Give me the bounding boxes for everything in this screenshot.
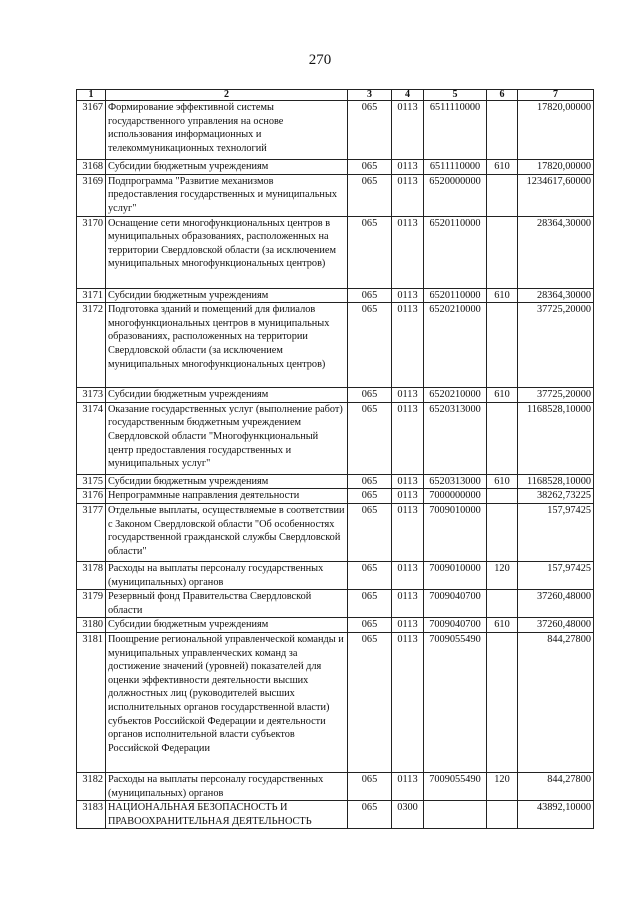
target-article-cell: 6520210000 [424, 388, 487, 403]
row-number-cell: 3168 [77, 160, 106, 175]
row-number-cell: 3180 [77, 618, 106, 633]
expense-type-cell [487, 489, 518, 504]
row-number-cell: 3170 [77, 216, 106, 288]
item-name-cell: Поощрение региональной управленческой команды и муниципальных управленческих команд за достижение значений (уровней) показателей для оценки эффективности деятельности высших должностных лиц (руководителей высших исполнительных органов государственной власти) субъектов Российской Федерации и деятельности органов исполнительной власти субъектов Российской Федерации [106, 632, 348, 772]
table-row [77, 474, 594, 489]
ministry-code-cell: 065 [348, 474, 392, 489]
ministry-code-cell: 065 [348, 561, 392, 589]
ministry-code-cell: 065 [348, 388, 392, 403]
column-header: 4 [392, 90, 424, 101]
expense-type-cell [487, 303, 518, 388]
target-article-cell [424, 801, 487, 829]
column-header: 3 [348, 90, 392, 101]
item-name-cell: Непрограммные направления деятельности [106, 489, 348, 504]
budget-table [76, 89, 594, 829]
row-number-cell: 3177 [77, 503, 106, 561]
amount-cell: 37725,20000 [518, 388, 594, 403]
expense-type-cell [487, 101, 518, 160]
amount-cell: 37725,20000 [518, 303, 594, 388]
amount-cell: 1168528,10000 [518, 402, 594, 474]
section-code-cell: 0113 [392, 489, 424, 504]
table-row [77, 160, 594, 175]
section-code-cell: 0113 [392, 288, 424, 303]
expense-type-cell [487, 801, 518, 829]
ministry-code-cell: 065 [348, 801, 392, 829]
item-name-cell: Субсидии бюджетным учреждениям [106, 388, 348, 403]
section-code-cell: 0300 [392, 801, 424, 829]
section-code-cell: 0113 [392, 772, 424, 800]
table-row [77, 101, 594, 160]
target-article-cell: 6520000000 [424, 174, 487, 216]
target-article-cell: 6520313000 [424, 474, 487, 489]
ministry-code-cell: 065 [348, 503, 392, 561]
row-number-cell: 3171 [77, 288, 106, 303]
target-article-cell: 7009010000 [424, 503, 487, 561]
amount-cell: 17820,00000 [518, 160, 594, 175]
table-row [77, 772, 594, 800]
row-number-cell: 3172 [77, 303, 106, 388]
row-number-cell: 3182 [77, 772, 106, 800]
row-number-cell: 3179 [77, 590, 106, 618]
table-row [77, 503, 594, 561]
item-name-cell: Расходы на выплаты персоналу государственных (муниципальных) органов [106, 772, 348, 800]
ministry-code-cell: 065 [348, 160, 392, 175]
ministry-code-cell: 065 [348, 174, 392, 216]
row-number-cell: 3175 [77, 474, 106, 489]
section-code-cell: 0113 [392, 590, 424, 618]
section-code-cell: 0113 [392, 561, 424, 589]
ministry-code-cell: 065 [348, 772, 392, 800]
target-article-cell: 7009040700 [424, 618, 487, 633]
ministry-code-cell: 065 [348, 216, 392, 288]
amount-cell: 844,27800 [518, 772, 594, 800]
table-row [77, 303, 594, 388]
section-code-cell: 0113 [392, 303, 424, 388]
section-code-cell: 0113 [392, 402, 424, 474]
expense-type-cell [487, 402, 518, 474]
table-row [77, 174, 594, 216]
row-number-cell: 3178 [77, 561, 106, 589]
amount-cell: 157,97425 [518, 503, 594, 561]
target-article-cell: 7009010000 [424, 561, 487, 589]
expense-type-cell [487, 174, 518, 216]
section-code-cell: 0113 [392, 503, 424, 561]
row-number-cell: 3183 [77, 801, 106, 829]
expense-type-cell [487, 503, 518, 561]
ministry-code-cell: 065 [348, 632, 392, 772]
amount-cell: 28364,30000 [518, 288, 594, 303]
section-code-cell: 0113 [392, 101, 424, 160]
column-header: 2 [106, 90, 348, 101]
target-article-cell: 6520210000 [424, 303, 487, 388]
item-name-cell: Субсидии бюджетным учреждениям [106, 618, 348, 633]
target-article-cell: 6511110000 [424, 101, 487, 160]
section-code-cell: 0113 [392, 618, 424, 633]
table-row [77, 388, 594, 403]
table-row [77, 288, 594, 303]
section-code-cell: 0113 [392, 474, 424, 489]
table-row [77, 489, 594, 504]
item-name-cell: Подпрограмма "Развитие механизмов предоставления государственных и муниципальных услуг" [106, 174, 348, 216]
amount-cell: 37260,48000 [518, 590, 594, 618]
section-code-cell: 0113 [392, 216, 424, 288]
target-article-cell: 7009055490 [424, 632, 487, 772]
amount-cell: 1234617,60000 [518, 174, 594, 216]
row-number-cell: 3167 [77, 101, 106, 160]
expense-type-cell: 610 [487, 288, 518, 303]
ministry-code-cell: 065 [348, 101, 392, 160]
section-code-cell: 0113 [392, 388, 424, 403]
table-row [77, 590, 594, 618]
expense-type-cell: 610 [487, 160, 518, 175]
item-name-cell: Расходы на выплаты персоналу государственных (муниципальных) органов [106, 561, 348, 589]
table-row [77, 801, 594, 829]
item-name-cell: Субсидии бюджетным учреждениям [106, 160, 348, 175]
target-article-cell: 7009040700 [424, 590, 487, 618]
table-row [77, 618, 594, 633]
item-name-cell: Отдельные выплаты, осуществляемые в соответствии с Законом Свердловской области "Об особенностях государственной гражданской службы Свердловской области" [106, 503, 348, 561]
ministry-code-cell: 065 [348, 303, 392, 388]
item-name-cell: Оснащение сети многофункциональных центров в муниципальных образованиях, расположенных на территории Свердловской области (за исключением муниципальных многофункциональных центров) [106, 216, 348, 288]
expense-type-cell [487, 216, 518, 288]
expense-type-cell [487, 632, 518, 772]
target-article-cell: 6511110000 [424, 160, 487, 175]
ministry-code-cell: 065 [348, 618, 392, 633]
ministry-code-cell: 065 [348, 489, 392, 504]
item-name-cell: НАЦИОНАЛЬНАЯ БЕЗОПАСНОСТЬ И ПРАВООХРАНИТЕЛЬНАЯ ДЕЯТЕЛЬНОСТЬ [106, 801, 348, 829]
column-header: 7 [518, 90, 594, 101]
table-row [77, 561, 594, 589]
row-number-cell: 3174 [77, 402, 106, 474]
ministry-code-cell: 065 [348, 590, 392, 618]
expense-type-cell: 610 [487, 474, 518, 489]
ministry-code-cell: 065 [348, 288, 392, 303]
column-header: 6 [487, 90, 518, 101]
amount-cell: 1168528,10000 [518, 474, 594, 489]
expense-type-cell [487, 590, 518, 618]
amount-cell: 43892,10000 [518, 801, 594, 829]
expense-type-cell: 120 [487, 772, 518, 800]
item-name-cell: Субсидии бюджетным учреждениям [106, 288, 348, 303]
table-header-row [77, 90, 594, 101]
row-number-cell: 3181 [77, 632, 106, 772]
table-row [77, 632, 594, 772]
expense-type-cell: 610 [487, 618, 518, 633]
row-number-cell: 3169 [77, 174, 106, 216]
amount-cell: 17820,00000 [518, 101, 594, 160]
target-article-cell: 6520110000 [424, 216, 487, 288]
row-number-cell: 3173 [77, 388, 106, 403]
item-name-cell: Подготовка зданий и помещений для филиалов многофункциональных центров в муниципальных образованиях, расположенных на территории Свердловской области (за исключением муниципальных многофункциональных центров) [106, 303, 348, 388]
amount-cell: 38262,73225 [518, 489, 594, 504]
item-name-cell: Резервный фонд Правительства Свердловской области [106, 590, 348, 618]
row-number-cell: 3176 [77, 489, 106, 504]
target-article-cell: 6520110000 [424, 288, 487, 303]
section-code-cell: 0113 [392, 632, 424, 772]
ministry-code-cell: 065 [348, 402, 392, 474]
amount-cell: 28364,30000 [518, 216, 594, 288]
page-number: 270 [308, 52, 332, 68]
column-header: 1 [77, 90, 106, 101]
item-name-cell: Оказание государственных услуг (выполнение работ) государственным бюджетным учреждением Свердловской области "Многофункциональный центр предоставления государственных и муниципальных услуг" [106, 402, 348, 474]
amount-cell: 844,27800 [518, 632, 594, 772]
target-article-cell: 6520313000 [424, 402, 487, 474]
table-row [77, 216, 594, 288]
target-article-cell: 7000000000 [424, 489, 487, 504]
table-row [77, 402, 594, 474]
target-article-cell: 7009055490 [424, 772, 487, 800]
column-header: 5 [424, 90, 487, 101]
item-name-cell: Формирование эффективной системы государственного управления на основе использования информационных и телекоммуникационных технологий [106, 101, 348, 160]
amount-cell: 157,97425 [518, 561, 594, 589]
expense-type-cell: 610 [487, 388, 518, 403]
expense-type-cell: 120 [487, 561, 518, 589]
section-code-cell: 0113 [392, 160, 424, 175]
item-name-cell: Субсидии бюджетным учреждениям [106, 474, 348, 489]
section-code-cell: 0113 [392, 174, 424, 216]
amount-cell: 37260,48000 [518, 618, 594, 633]
